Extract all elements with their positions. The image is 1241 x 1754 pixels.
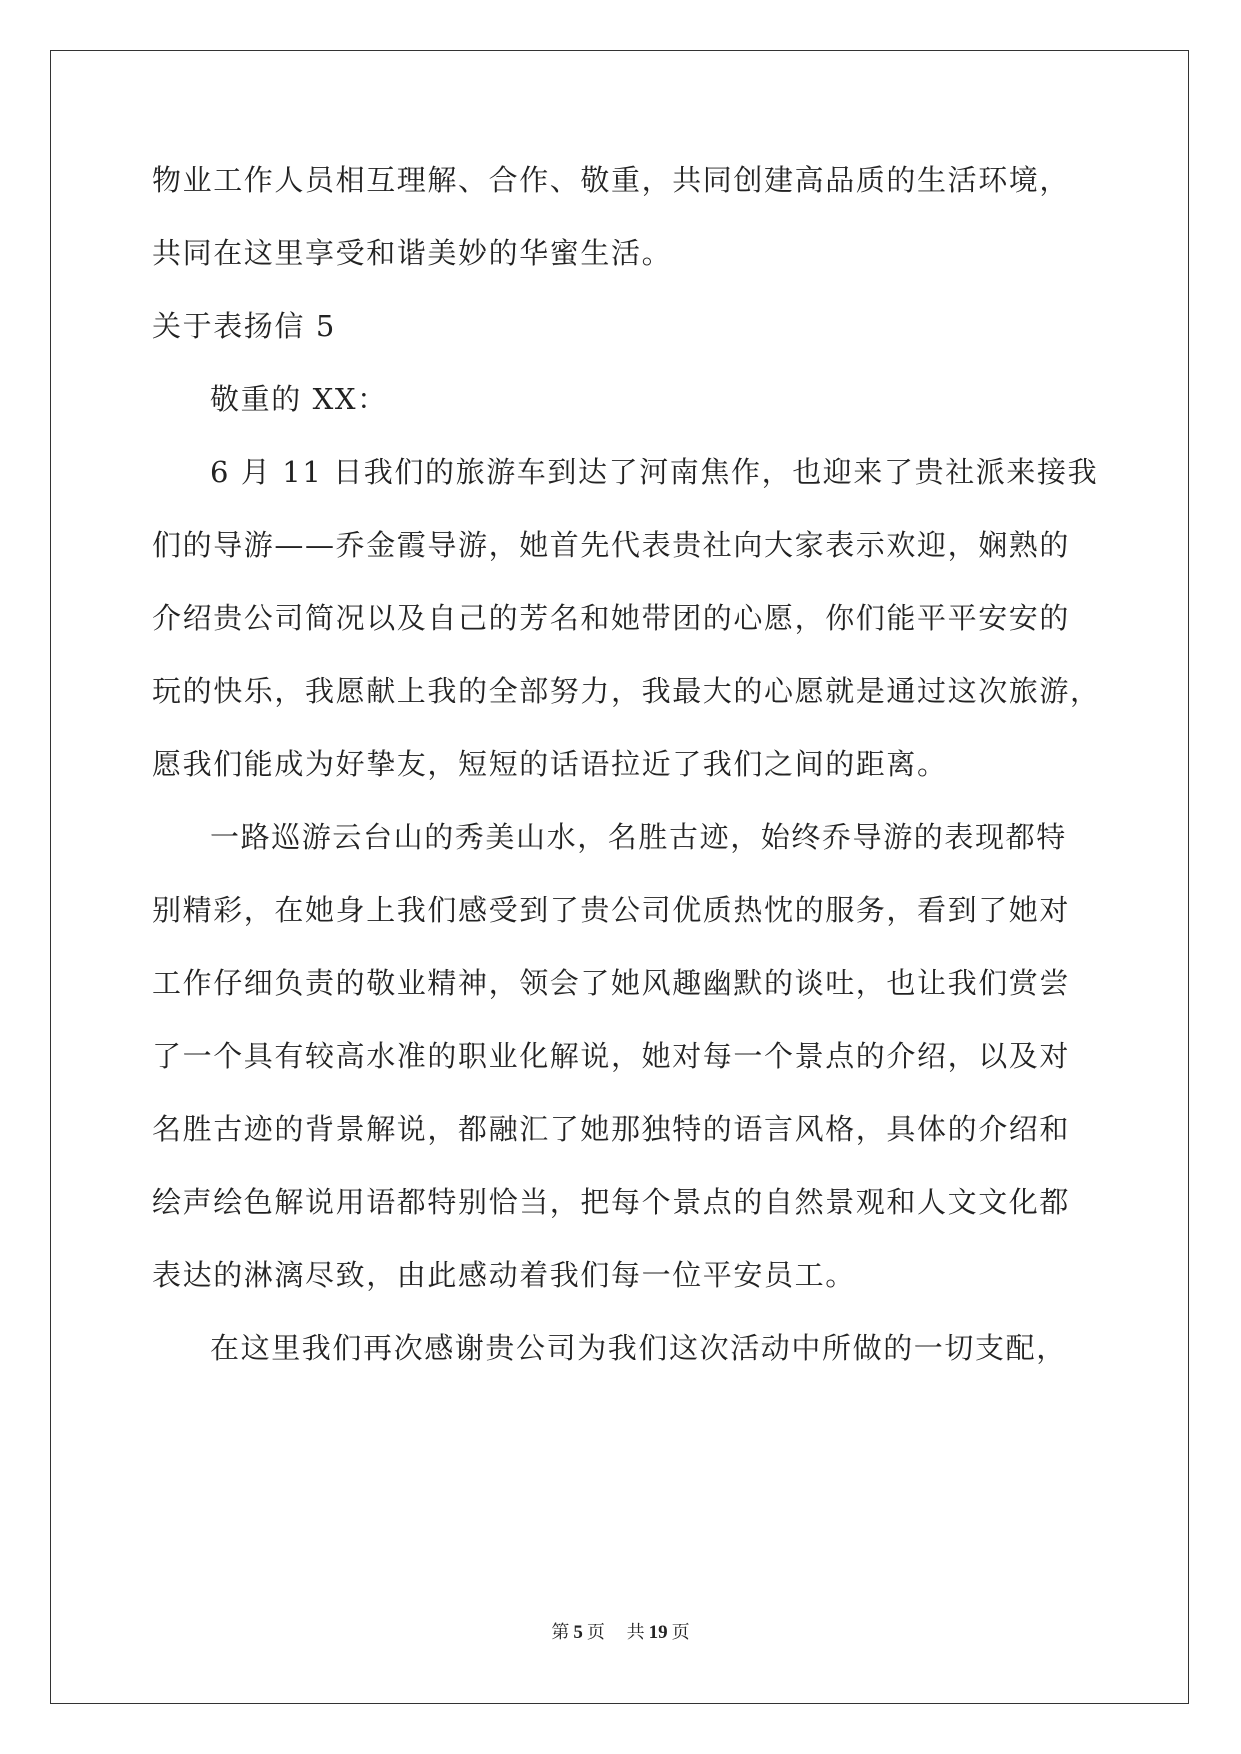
total-suffix: 页 xyxy=(671,1622,690,1643)
total-indicator xyxy=(619,1622,698,1643)
text-line: 们的导游——乔金霞导游，她首先代表贵社向大家表示欢迎，娴熟的 xyxy=(152,528,1071,562)
text-line: 别精彩，在她身上我们感受到了贵公司优质热忱的服务，看到了她对 xyxy=(152,893,1071,927)
text-line: 在这里我们再次感谢贵公司为我们这次活动中所做的一切支配， xyxy=(210,1331,1067,1365)
text-line: 了一个具有较高水准的职业化解说，她对每一个景点的介绍，以及对 xyxy=(152,1039,1071,1073)
text-line: 物业工作人员相互理解、合作、敬重，共同创建高品质的生活环境， xyxy=(152,163,1071,197)
text-line: 共同在这里享受和谐美妙的华蜜生活。 xyxy=(152,236,673,270)
text-line: 名胜古迹的背景解说，都融汇了她那独特的语言风格，具体的介绍和 xyxy=(152,1112,1071,1146)
text-line: 介绍贵公司简况以及自己的芳名和她带团的心愿，你们能平平安安的 xyxy=(152,601,1071,635)
text-line: 绘声绘色解说用语都特别恰当，把每个景点的自然景观和人文文化都 xyxy=(152,1185,1071,1219)
text-line: 6 月 11 日我们的旅游车到达了河南焦作，也迎来了贵社派来接我 xyxy=(210,455,1099,489)
text-line: 一路巡游云台山的秀美山水，名胜古迹，始终乔导游的表现都特 xyxy=(210,820,1067,854)
page-number: 5 xyxy=(573,1622,583,1643)
text-line: 工作仔细负责的敬业精神，领会了她风趣幽默的谈吐，也让我们赏尝 xyxy=(152,966,1071,1000)
page-suffix: 页 xyxy=(586,1622,605,1643)
total-pages: 19 xyxy=(648,1622,668,1643)
page-footer xyxy=(0,1618,1241,1644)
total-prefix: 共 xyxy=(626,1622,645,1643)
page-prefix: 第 xyxy=(551,1622,570,1643)
salutation: 敬重的 XX： xyxy=(210,382,388,416)
page-border xyxy=(50,50,1189,1704)
text-line: 玩的快乐，我愿献上我的全部努力，我最大的心愿就是通过这次旅游， xyxy=(152,674,1101,708)
text-line: 愿我们能成为好挚友，短短的话语拉近了我们之间的距离。 xyxy=(152,747,948,781)
text-line: 表达的淋漓尽致，由此感动着我们每一位平安员工。 xyxy=(152,1258,856,1292)
page-indicator xyxy=(543,1622,618,1643)
section-heading: 关于表扬信 5 xyxy=(152,309,336,343)
